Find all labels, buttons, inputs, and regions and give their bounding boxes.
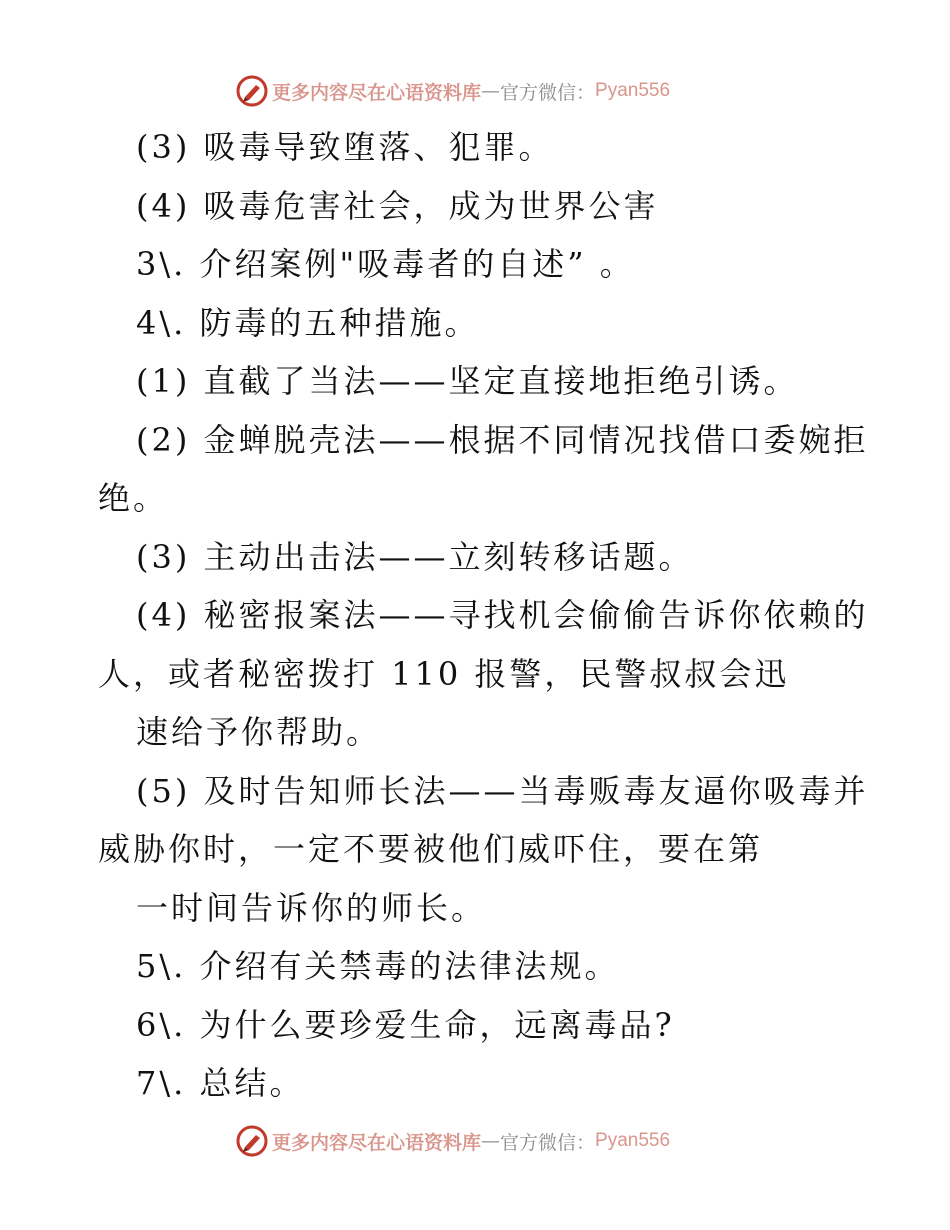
text-line: (4) 秘密报案法——寻找机会偷偷告诉你依赖的 — [136, 596, 869, 634]
text-line: 3\. 介绍案例"吸毒者的自述” 。 — [136, 245, 635, 283]
text-line: (1) 直截了当法——坚定直接地拒绝引诱。 — [136, 362, 799, 400]
text-line: (2) 金蝉脱壳法——根据不同情况找借口委婉拒 — [136, 420, 869, 459]
text-line: 人，或者秘密拨打 110 报警，民警叔叔会迅 — [98, 654, 790, 693]
banner-wechat-id: Pyan556 — [595, 1130, 671, 1151]
document-body — [98, 118, 869, 1113]
text-line: (4) 吸毒危害社会，成为世界公害 — [136, 186, 659, 225]
banner-wechat-label: 官方微信： — [500, 81, 596, 104]
banner-site-name: 更多内容尽在心语资料库 — [272, 81, 482, 104]
text-line: 速给予你帮助。 — [136, 713, 382, 751]
text-line: 5\. 介绍有关禁毒的法律法规。 — [136, 947, 620, 985]
pen-logo-icon — [236, 1125, 268, 1157]
text-line: 7\. 总结。 — [136, 1064, 305, 1102]
banner-separator: — — [481, 80, 501, 102]
text-line: 一时间告诉你的师长。 — [136, 888, 487, 927]
header-banner — [236, 74, 756, 108]
text-line: 4\. 防毒的五种措施。 — [136, 303, 480, 342]
text-line: 6\. 为什么要珍爱生命，远离毒品? — [136, 1005, 675, 1044]
text-line: 绝。 — [98, 479, 169, 517]
footer-banner — [236, 1124, 756, 1158]
pen-logo-icon — [236, 75, 268, 107]
banner-separator: — — [481, 1130, 501, 1152]
banner-site-name: 更多内容尽在心语资料库 — [272, 1131, 482, 1154]
banner-wechat-label: 官方微信： — [500, 1131, 596, 1154]
text-line: (3) 主动出击法——立刻转移话题。 — [136, 537, 694, 576]
text-line: (5) 及时告知师长法——当毒贩毒友逼你吸毒并 — [136, 771, 869, 810]
text-line: 威胁你时，一定不要被他们威吓住，要在第 — [98, 830, 764, 868]
text-line: (3) 吸毒导致堕落、犯罪。 — [136, 128, 554, 166]
banner-wechat-id: Pyan556 — [595, 80, 671, 101]
